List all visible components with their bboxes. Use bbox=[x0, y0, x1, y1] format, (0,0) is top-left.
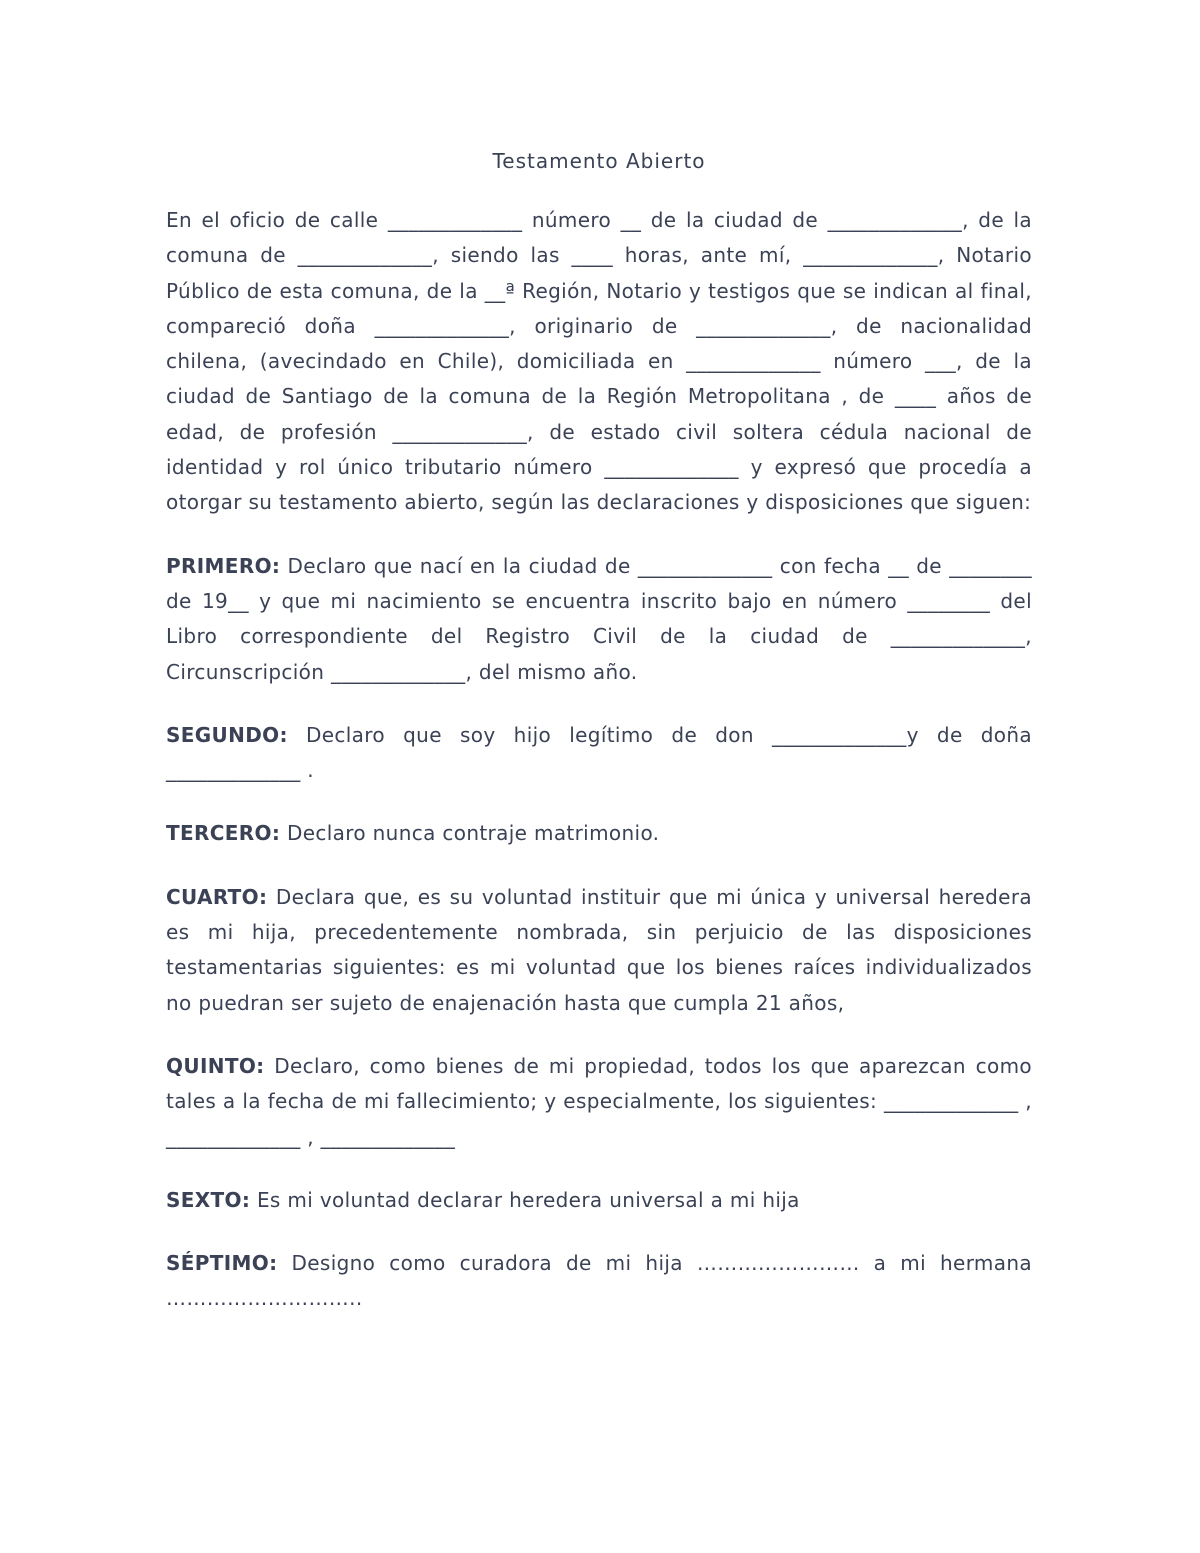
clause-tercero bbox=[166, 816, 1032, 851]
clause-label: QUINTO: bbox=[166, 1053, 265, 1078]
clause-label: SEXTO: bbox=[166, 1187, 251, 1212]
clause-text: Declaro nunca contraje matrimonio. bbox=[280, 821, 660, 846]
clause-label: SEGUNDO: bbox=[166, 722, 288, 747]
clause-segundo bbox=[166, 718, 1032, 789]
clause-label: CUARTO: bbox=[166, 884, 268, 909]
clause-sexto bbox=[166, 1183, 1032, 1218]
clause-text: Declaro que soy hijo legítimo de don _____________y de doña _____________ . bbox=[166, 722, 1032, 783]
clause-label: PRIMERO: bbox=[166, 553, 281, 578]
clause-text: Es mi voluntad declarar heredera universal a mi hija bbox=[250, 1187, 800, 1212]
clause-label: SÉPTIMO: bbox=[166, 1251, 278, 1276]
clause-cuarto bbox=[166, 880, 1032, 1021]
intro-paragraph: En el oficio de calle _____________ número __ de la ciudad de _____________, de la comuna de _____________, siendo las ____ horas, ante mí, _____________, Notario Público de esta comuna, de la __ª Región, Notario y testigos que se indican al final, compareció doña _____________, originario de _____________, de nacionalidad chilena, (avecindado en Chile), domiciliada en _____________ número ___, de la ciudad de Santiago de la comuna de la Región Metropolitana , de ____ años de edad, de profesión _____________, de estado civil soltera cédula nacional de identidad y rol único tributario número _____________ y expresó que procedía a otorgar su testamento abierto, según las declaraciones y disposiciones que siguen: bbox=[166, 208, 1032, 515]
clause-label: TERCERO: bbox=[166, 821, 281, 846]
document-title: Testamento Abierto bbox=[492, 149, 706, 173]
clause-text: Declara que, es su voluntad instituir que mi única y universal heredera es mi hija, precedentemente nombrada, sin perjuicio de las disposiciones testamentarias siguientes: es mi voluntad que los bienes raíces individualizados no puedran ser sujeto de enajenación hasta que cumpla 21 años, bbox=[166, 884, 1032, 1015]
document-page bbox=[166, 146, 1032, 1345]
clause-quinto bbox=[166, 1049, 1032, 1155]
clause-text: Declaro que nací en la ciudad de _____________ con fecha __ de ________ de 19__ y que mi nacimiento se encuentra inscrito bajo en número ________ del Libro correspondiente del Registro Civil de la ciudad de _____________, Circunscripción _____________, del mismo año. bbox=[166, 553, 1032, 684]
clause-primero bbox=[166, 549, 1032, 690]
clause-septimo bbox=[166, 1246, 1032, 1317]
clause-text: Declaro, como bienes de mi propiedad, todos los que aparezcan como tales a la fecha de mi fallecimiento; y especialmente, los siguientes: _____________ , _____________ , _____________ bbox=[166, 1053, 1032, 1149]
clause-text: Designo como curadora de mi hija …………………… a mi hermana ……………………….. bbox=[166, 1251, 1032, 1311]
